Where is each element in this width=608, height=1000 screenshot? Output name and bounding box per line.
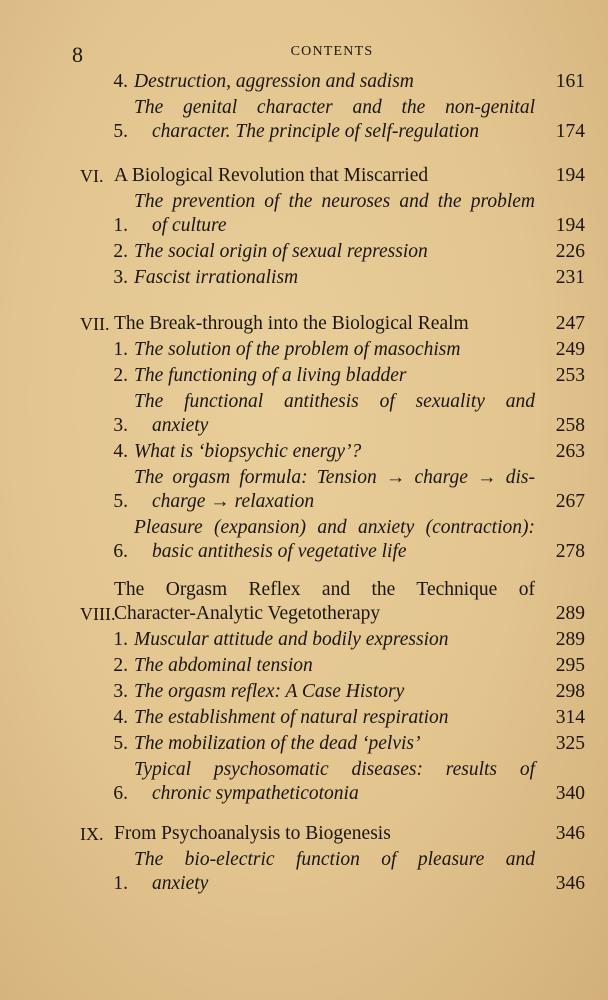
toc-section	[80, 628, 585, 652]
section-page: 295	[555, 655, 585, 676]
chapter-number: VII.	[80, 314, 110, 334]
toc-text: Character-Analytic Vegetotherapy	[114, 603, 381, 624]
toc-section	[80, 516, 585, 564]
section-title	[134, 516, 535, 564]
section-title	[134, 190, 535, 238]
toc-text: character. The principle of self-regulation	[152, 121, 479, 142]
toc-section	[80, 706, 585, 730]
toc-text: Fascist irrationalism	[134, 267, 299, 288]
section-page: 258	[555, 415, 585, 436]
section-page: 325	[555, 733, 585, 754]
chapter-heading	[80, 164, 585, 188]
section-page: 346	[555, 873, 585, 894]
toc-text: 2.	[113, 655, 128, 676]
toc-text: 6.	[113, 783, 128, 804]
section-page: 289	[555, 629, 585, 650]
section-page: 263	[555, 441, 585, 462]
toc-section	[80, 266, 585, 290]
section-page: 298	[555, 681, 585, 702]
toc-text: 3.	[113, 267, 128, 288]
toc-text: 2.	[113, 241, 128, 262]
toc-section	[80, 96, 585, 144]
page-number: 8	[72, 42, 83, 67]
toc-section	[80, 190, 585, 238]
toc-text: anxiety	[152, 873, 209, 894]
toc-text: The prevention of the neuroses and the problem	[134, 191, 535, 212]
chapter-title: A Biological Revolution that Miscarried	[114, 165, 429, 186]
toc-text: The mobilization of the dead ‘pelvis’	[134, 733, 421, 754]
toc-section	[80, 466, 585, 514]
section-title	[134, 96, 535, 144]
section-page: 161	[555, 71, 585, 92]
toc-section	[80, 390, 585, 438]
section-page: 314	[555, 707, 585, 728]
section-title: Destruction, aggression and sadism	[134, 71, 414, 92]
toc-text: chronic sympatheticotonia	[152, 783, 359, 804]
toc-text: 1.	[113, 215, 128, 236]
section-page: 249	[555, 339, 585, 360]
toc-text: 4.	[113, 441, 128, 462]
toc-text: The functional antithesis of sexuality and	[134, 391, 535, 412]
toc-text: 6.	[113, 541, 128, 562]
toc-text: The abdominal tension	[134, 655, 313, 676]
toc-text: anxiety	[152, 415, 209, 436]
chapter-number: VIII.	[80, 604, 116, 624]
chapter-page: 194	[555, 165, 585, 186]
toc-section	[80, 848, 585, 896]
toc-text: 1.	[113, 873, 128, 894]
toc-text: of culture	[152, 215, 227, 236]
toc-text: basic antithesis of vegetative life	[152, 541, 407, 562]
chapter-page: 247	[555, 313, 585, 334]
chapter-ix	[80, 822, 585, 896]
toc-text: 2.	[113, 365, 128, 386]
toc-text: The establishment of natural respiration	[134, 707, 449, 728]
toc-section	[80, 758, 585, 806]
chapter-title: From Psychoanalysis to Biogenesis	[114, 823, 391, 844]
toc-text: 5.	[113, 121, 128, 142]
toc-text: The social origin of sexual repression	[134, 241, 428, 262]
section-page: 278	[555, 541, 585, 562]
section-title	[134, 848, 535, 896]
chapter-heading	[80, 578, 585, 626]
toc-text: 3.	[113, 415, 128, 436]
section-page: 226	[555, 241, 585, 262]
chapter-heading	[80, 312, 585, 336]
toc-text: 4.	[113, 71, 128, 92]
section-page: 253	[555, 365, 585, 386]
section-title	[134, 466, 535, 514]
section-title	[134, 390, 535, 438]
chapter-number: IX.	[80, 824, 104, 844]
toc-section	[80, 732, 585, 756]
chapter-vii	[80, 312, 585, 564]
running-head: CONTENTS	[290, 44, 374, 59]
chapter-heading	[80, 822, 585, 846]
chapter-page: 289	[555, 603, 585, 624]
toc-text: 1.	[113, 339, 128, 360]
toc-text: The bio-electric function of pleasure and	[134, 849, 535, 870]
chapter-continued	[80, 68, 585, 144]
toc-text: Pleasure (expansion) and anxiety (contraction):	[134, 517, 535, 538]
section-page: 340	[555, 783, 585, 804]
toc-text: 1.	[113, 629, 128, 650]
toc-text: What is ‘biopsychic energy’?	[134, 441, 362, 462]
toc-section	[80, 70, 585, 94]
toc-text: The functioning of a living bladder	[134, 365, 407, 386]
section-page: 231	[555, 267, 585, 288]
toc-text: The orgasm formula: Tension → charge → dis-	[134, 467, 535, 488]
toc-text: The Orgasm Reflex and the Technique of	[114, 579, 535, 600]
toc-text: 3.	[113, 681, 128, 702]
chapter-number: VI.	[80, 166, 104, 186]
chapter-vi	[80, 164, 585, 290]
chapter-title: The Break-through into the Biological Realm	[114, 313, 469, 334]
toc-text: Typical psychosomatic diseases: results of	[134, 759, 535, 780]
toc-section	[80, 440, 585, 464]
toc-text: 5.	[113, 733, 128, 754]
toc-section	[80, 654, 585, 678]
toc-section	[80, 338, 585, 362]
toc-text: The orgasm reflex: A Case History	[134, 681, 405, 702]
chapter-title	[114, 578, 535, 626]
toc-text: 5.	[113, 491, 128, 512]
toc-text: The genital character and the non-genital	[134, 97, 535, 118]
toc-section	[80, 680, 585, 704]
toc-section	[80, 364, 585, 388]
section-page: 267	[555, 491, 585, 512]
chapter-viii	[80, 578, 585, 806]
toc-text: The solution of the problem of masochism	[134, 339, 461, 360]
section-title	[134, 758, 535, 806]
toc-text: charge → relaxation	[152, 491, 315, 512]
toc-section	[80, 240, 585, 264]
toc-text: Muscular attitude and bodily expression	[134, 629, 449, 650]
section-page: 174	[555, 121, 585, 142]
toc-text: 4.	[113, 707, 128, 728]
chapter-page: 346	[555, 823, 585, 844]
page-header	[72, 42, 592, 66]
section-page: 194	[555, 215, 585, 236]
